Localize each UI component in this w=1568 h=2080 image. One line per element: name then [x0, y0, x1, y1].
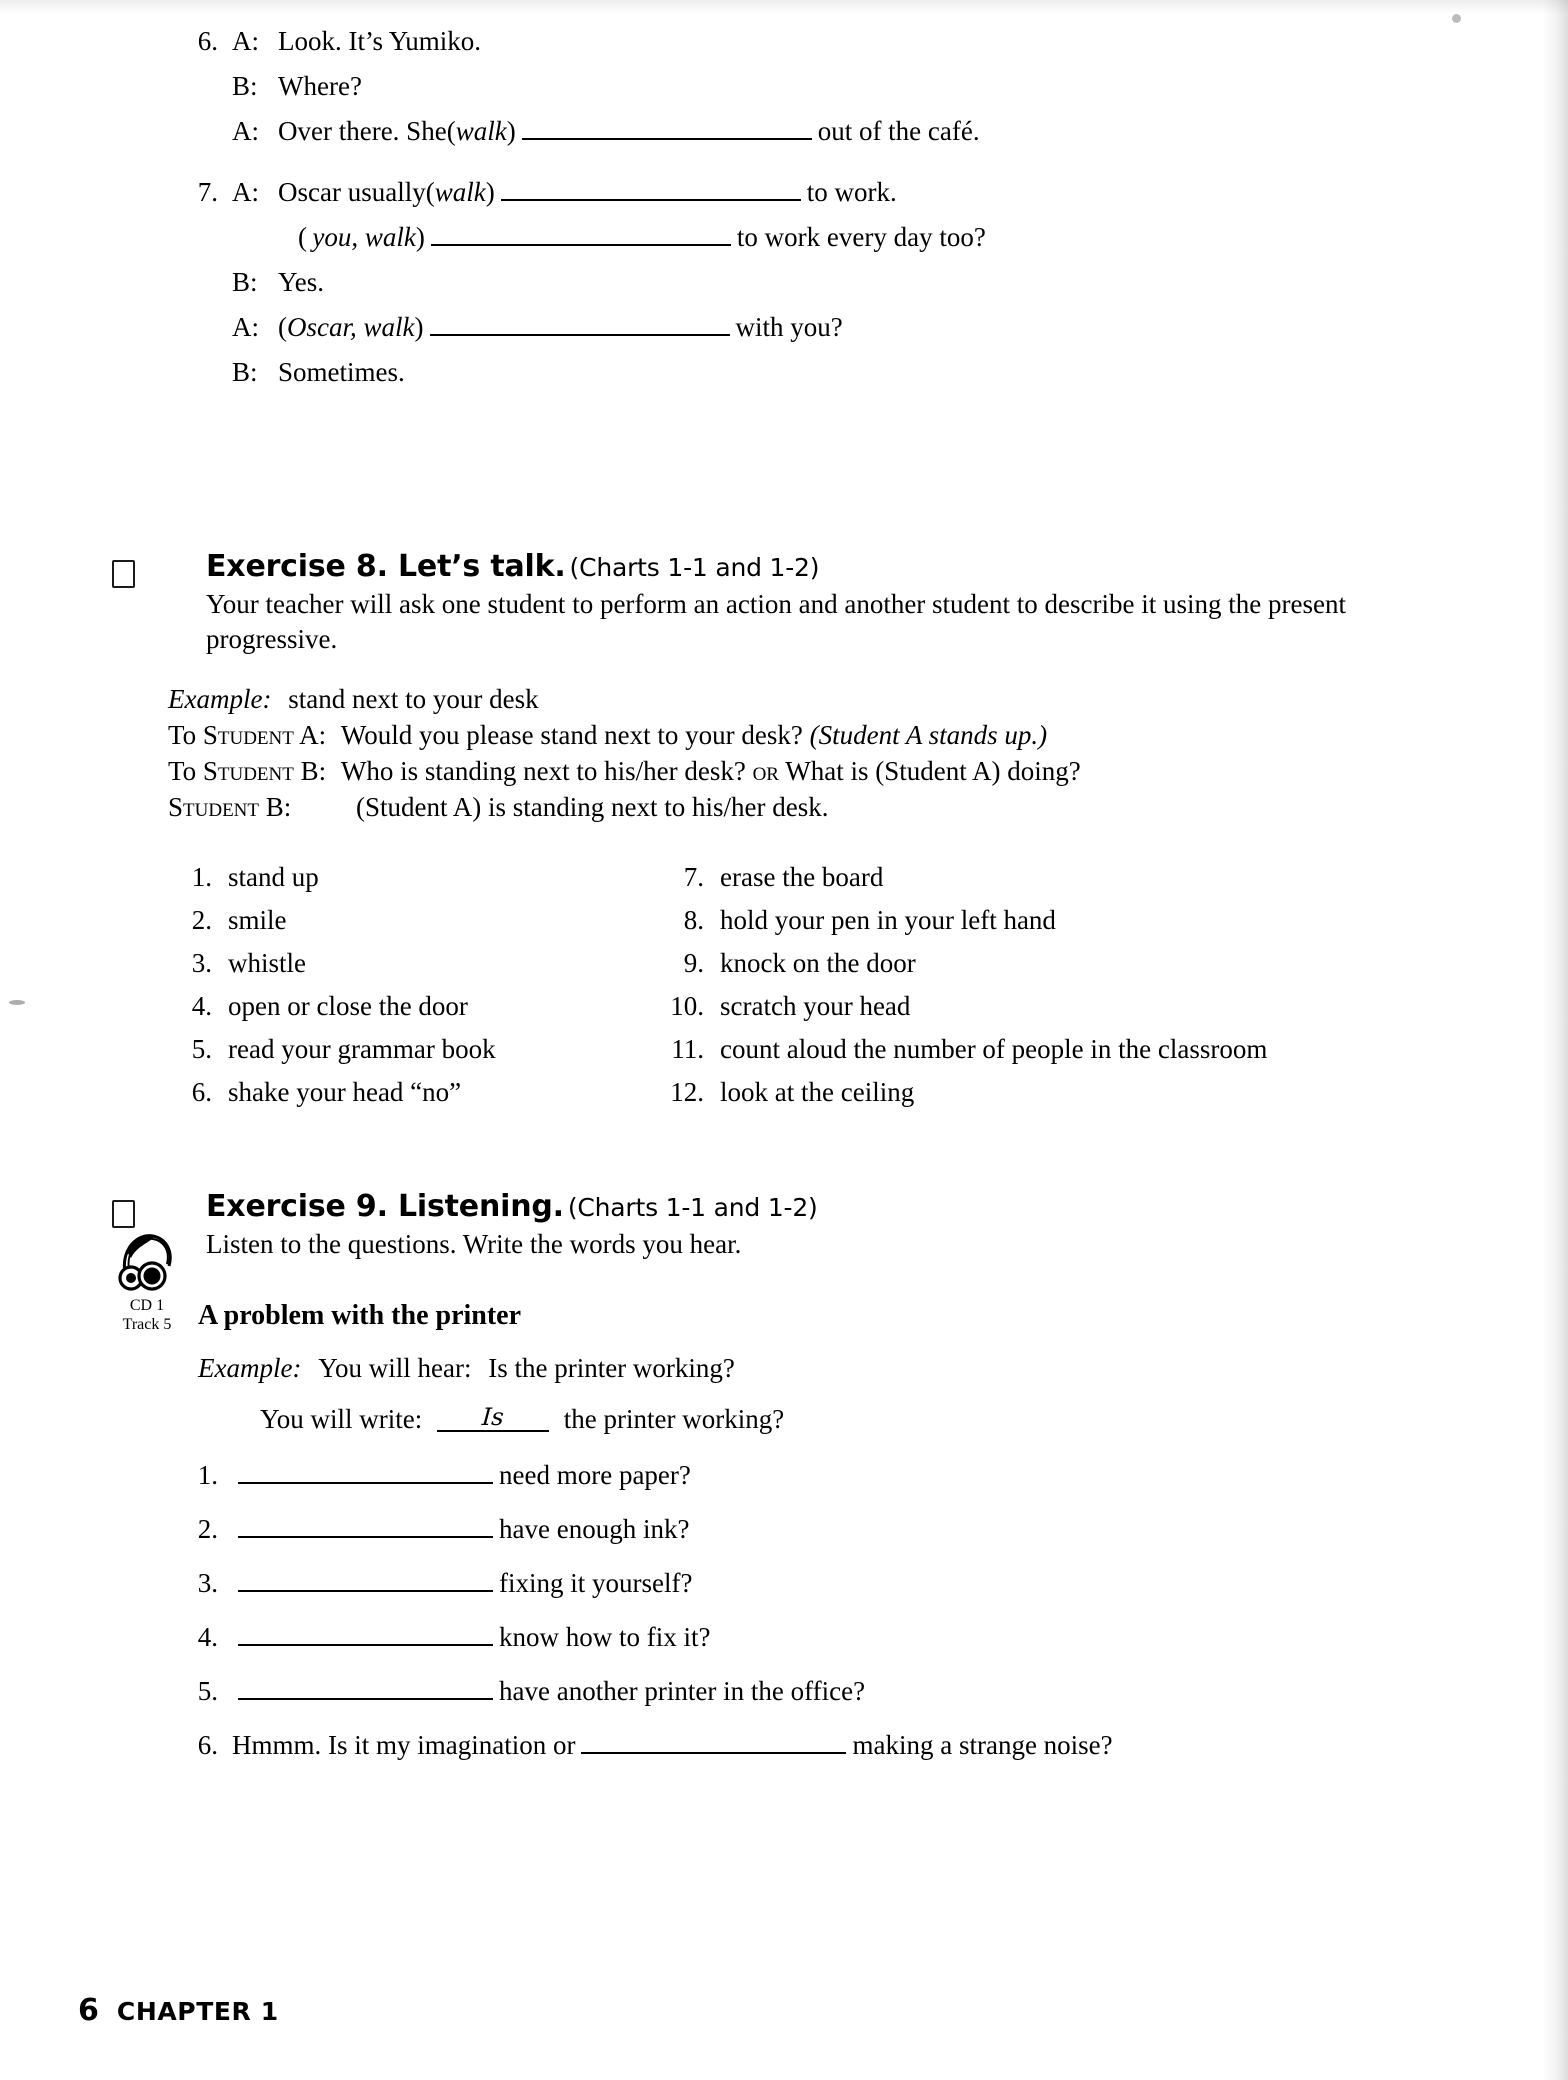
speaker-label: B:: [232, 267, 258, 297]
role-label-student: Student: [202, 755, 294, 786]
role-label-suffix: B:: [293, 755, 327, 786]
item-number: 6.: [197, 26, 218, 56]
role-label-student: Student: [202, 719, 294, 750]
exercise-charts-ref: (Charts 1-1 and 1-2): [567, 1193, 818, 1222]
listen-item: [172, 1460, 1113, 1491]
role-body: Would you please stand next to your desk?: [340, 719, 810, 750]
line-text-post: to work.: [806, 177, 897, 207]
exercise-9-subtitle: A problem with the printer: [198, 1300, 522, 1331]
audio-track-badge: [104, 1228, 190, 1334]
exercise-8-heading: [206, 549, 1452, 584]
answer-blank[interactable]: [238, 1590, 493, 1592]
role-body-post: What is (Student A) doing?: [778, 755, 1081, 786]
list-item-label: look at the ceiling: [720, 1077, 915, 1107]
speaker-label: A:: [232, 177, 259, 207]
list-item-label: whistle: [228, 948, 306, 978]
list-item: [172, 950, 512, 977]
list-item-number: 6.: [191, 1077, 212, 1107]
list-item-number: 6.: [197, 1730, 218, 1760]
cd-label: CD 1: [129, 1297, 165, 1314]
checkbox-icon[interactable]: [112, 560, 135, 588]
list-item: [652, 1079, 1267, 1106]
list-item: [652, 950, 1267, 977]
line-text: Yes.: [278, 267, 325, 297]
speaker-label: A:: [232, 116, 259, 146]
dialogue-line: [172, 314, 1432, 341]
list-item-label: hold your pen in your left hand: [720, 905, 1056, 935]
list-item-number: 4.: [191, 991, 212, 1021]
example-hear-text: Is the printer working?: [488, 1353, 735, 1383]
list-item-label: shake your head “no”: [228, 1077, 462, 1107]
scan-speck: [9, 1000, 25, 1005]
cue-word: (walk): [446, 116, 516, 146]
exercise-direction: Listen to the questions. Write the words you hear.: [206, 1229, 742, 1259]
item-list-right-column: [652, 864, 1267, 1122]
list-item-label: making a strange noise?: [852, 1730, 1113, 1760]
listen-item: [172, 1730, 1113, 1761]
list-item-number: 9.: [683, 948, 704, 978]
track-label: Track 5: [122, 1316, 172, 1334]
exercise-8: [112, 549, 1452, 656]
answer-blank[interactable]: [431, 244, 731, 246]
line-text-pre: Over there. She: [278, 116, 447, 146]
listen-item: [172, 1676, 1113, 1707]
example-write-line: [260, 1403, 784, 1433]
dialogue-line: [172, 73, 1432, 100]
listen-item: [172, 1568, 1113, 1599]
list-item-label: open or close the door: [228, 991, 468, 1021]
line-text-pre: Oscar usually: [278, 177, 426, 207]
example-hear-label: You will hear:: [318, 1353, 472, 1383]
list-item-number: 3.: [191, 948, 212, 978]
exercise-charts-ref: (Charts 1-1 and 1-2): [569, 553, 820, 582]
exercise-8-example-block: [168, 682, 1448, 826]
list-item: [652, 1036, 1267, 1063]
list-item-label: scratch your head: [720, 991, 911, 1021]
list-item: [652, 864, 1267, 891]
exercise-title: Exercise 9. Listening.: [206, 1189, 564, 1224]
list-item: [652, 907, 1267, 934]
role-line-student-a: [168, 718, 1448, 754]
line-text-post: to work every day too?: [736, 222, 986, 252]
checkbox-icon[interactable]: [112, 1200, 135, 1228]
example-answer-blank[interactable]: [437, 1403, 549, 1432]
dialogue-line: [172, 118, 1432, 145]
list-item-label: have enough ink?: [499, 1514, 690, 1544]
list-item: [172, 1079, 512, 1106]
example-write-label: You will write:: [260, 1404, 423, 1434]
list-item-label: have another printer in the office?: [499, 1676, 866, 1706]
cue-word: (walk): [425, 177, 495, 207]
list-item-number: 2.: [191, 905, 212, 935]
role-body-post: (Student A) is standing next to his/her desk.: [356, 791, 829, 822]
exercise-9: [112, 1189, 1452, 1262]
example-text: stand next to your desk: [288, 684, 539, 714]
role-line-answer: [168, 790, 1448, 826]
exercise-9-example-block: [198, 1355, 784, 1433]
answer-blank[interactable]: [501, 199, 801, 201]
dialogue-line: [172, 179, 1432, 206]
list-item: [172, 993, 512, 1020]
headphones-icon: [115, 1228, 179, 1294]
example-label: Example:: [198, 1353, 302, 1383]
role-label-prefix: To: [168, 719, 203, 750]
item-number: 7.: [197, 177, 218, 207]
example-answer-text: Is: [481, 1403, 505, 1431]
exercise-8-item-list: [172, 864, 1267, 1122]
list-item-number: 8.: [683, 905, 704, 935]
answer-blank[interactable]: [238, 1644, 493, 1646]
example-label: Example:: [168, 684, 272, 714]
line-text: Where?: [278, 71, 362, 101]
list-item: [172, 1036, 512, 1063]
role-body: Who is standing next to his/her desk?: [340, 755, 753, 786]
list-item-number: 5.: [197, 1676, 218, 1706]
list-item-label: need more paper?: [499, 1460, 691, 1490]
dialogue-line: [172, 28, 1432, 55]
answer-blank[interactable]: [430, 334, 730, 336]
listen-item: [172, 1514, 1113, 1545]
list-item-label: read your grammar book: [228, 1034, 496, 1064]
answer-blank[interactable]: [238, 1536, 493, 1538]
answer-blank[interactable]: [238, 1698, 493, 1700]
list-item-label: know how to fix it?: [499, 1622, 711, 1652]
exercise-title: Exercise 8. Let’s talk.: [206, 549, 566, 584]
example-hear-line: [198, 1355, 784, 1382]
list-item-number: 10.: [670, 991, 704, 1021]
scan-speck: [1452, 14, 1461, 23]
list-item-number: 1.: [191, 862, 212, 892]
cue-word: (Oscar, walk): [278, 312, 424, 342]
page-number: 6: [78, 1993, 99, 2028]
list-item-number: 7.: [683, 862, 704, 892]
list-item-number: 1.: [197, 1460, 218, 1490]
line-text: Sometimes.: [278, 357, 405, 387]
list-item-number: 2.: [197, 1514, 218, 1544]
chapter-label: CHAPTER 1: [116, 1997, 279, 2026]
list-item-number: 4.: [197, 1622, 218, 1652]
scan-shadow-right: [1542, 0, 1568, 2080]
scan-shadow-top: [0, 0, 1568, 14]
list-item-prefix: Hmmm. Is it my imagination or: [232, 1730, 576, 1760]
list-item-label: smile: [228, 905, 287, 935]
cue-word: ( you, walk): [298, 222, 425, 252]
dialogue-line: [172, 269, 1432, 296]
role-label-suffix: B:: [259, 791, 292, 822]
list-item-label: erase the board: [720, 862, 884, 892]
list-item-label: knock on the door: [720, 948, 916, 978]
answer-blank[interactable]: [581, 1752, 846, 1754]
speaker-label: B:: [232, 71, 258, 101]
exercise-9-heading: [206, 1189, 1452, 1224]
list-item-label: count aloud the number of people in the classroom: [720, 1034, 1268, 1064]
dialogue-exercise: [172, 28, 1432, 404]
exercise-9-item-list: [172, 1460, 1113, 1784]
role-body-italic: (Student A stands up.): [809, 719, 1048, 750]
exercise-direction: Your teacher will ask one student to perform an action and another student to describe it using the present progressive.: [206, 589, 1346, 654]
list-item-label: fixing it yourself?: [499, 1568, 693, 1598]
answer-blank[interactable]: [238, 1482, 493, 1484]
example-line: [168, 682, 1448, 718]
role-body-or: or: [752, 755, 779, 786]
list-item-number: 11.: [671, 1034, 704, 1064]
role-line-student-b: [168, 754, 1448, 790]
list-item: [172, 907, 512, 934]
answer-blank[interactable]: [522, 138, 812, 140]
page-footer: [78, 1993, 279, 2028]
list-item: [652, 993, 1267, 1020]
dialogue-line: [172, 224, 1432, 251]
dialogue-line: [172, 359, 1432, 386]
speaker-label: A:: [232, 26, 259, 56]
list-item-label: stand up: [228, 862, 319, 892]
listen-item: [172, 1622, 1113, 1653]
list-item-number: 5.: [191, 1034, 212, 1064]
list-item-number: 3.: [197, 1568, 218, 1598]
list-item-number: 12.: [670, 1077, 704, 1107]
line-text-post: with you?: [735, 312, 843, 342]
line-text: Look. It’s Yumiko.: [278, 26, 482, 56]
speaker-label: A:: [232, 312, 259, 342]
line-text-post: out of the café.: [817, 116, 980, 146]
example-write-rest: the printer working?: [563, 1404, 785, 1434]
list-item: [172, 864, 512, 891]
speaker-label: B:: [232, 357, 258, 387]
role-label-suffix: A:: [293, 719, 327, 750]
role-label-student: Student: [168, 791, 259, 822]
role-label-prefix: To: [168, 755, 203, 786]
item-list-left-column: [172, 864, 512, 1122]
